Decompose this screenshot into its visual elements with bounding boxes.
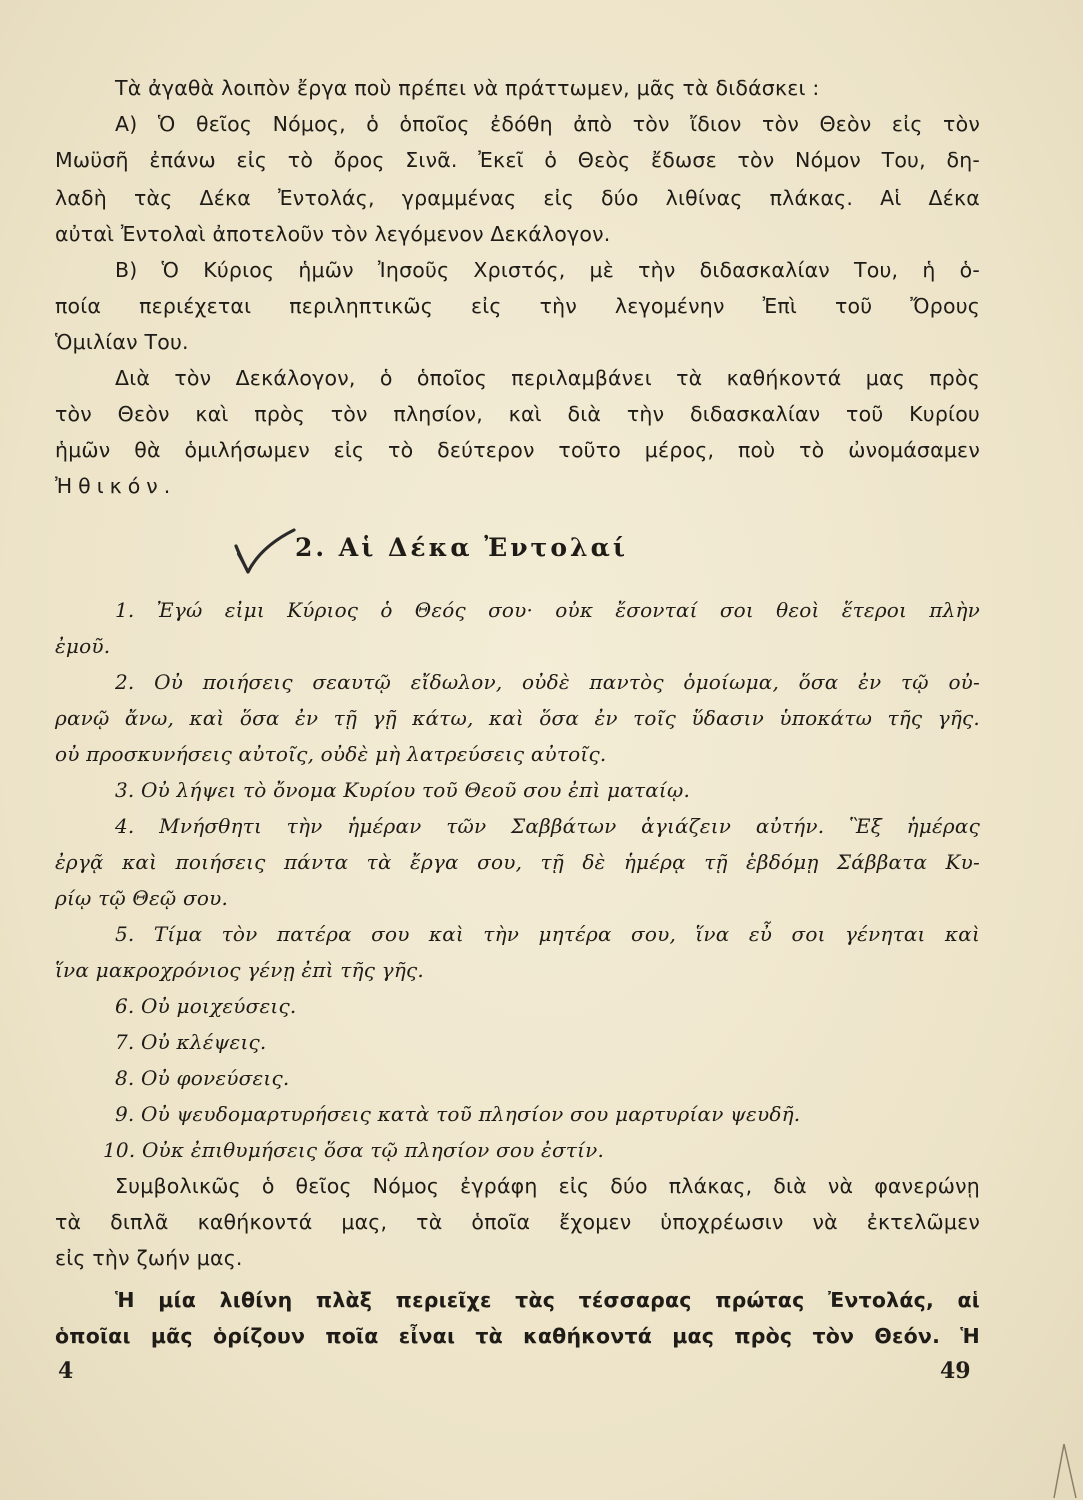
section-heading: 2. Αἱ Δέκα Ἐντολαί [295, 533, 628, 562]
text-line: αὐταὶ Ἐντολαὶ ἀποτελοῦν τὸν λεγόμενον Δεκάλογον. [55, 222, 611, 246]
text-line: Διὰ τὸν Δεκάλογον, ὁ ὁποῖος περιλαμβάνει τὰ καθήκοντά μας πρὸς [115, 366, 980, 390]
text-line: ποία περιέχεται περιληπτικῶς εἰς τὴν λεγομένην Ἐπὶ τοῦ Ὄρους [55, 294, 980, 318]
text-line: Τὰ ἀγαθὰ λοιπὸν ἔργα ποὺ πρέπει νὰ πράττωμεν, μᾶς τὰ διδάσκει : [115, 76, 820, 100]
page-corner-mark-icon [1050, 1440, 1080, 1500]
text-line: τὸν Θεὸν καὶ πρὸς τὸν πλησίον, καὶ διὰ τὴν διδασκαλίαν τοῦ Κυρίου [55, 402, 980, 426]
commandment-line: 1. Ἐγώ εἰμι Κύριος ὁ Θεός σου· οὐκ ἔσονταί σοι θεοὶ ἕτεροι πλὴν [115, 598, 980, 622]
commandment-line: 7. Οὐ κλέψεις. [115, 1030, 267, 1054]
commandment-line: ἐργᾷ καὶ ποιήσεις πάντα τὰ ἔργα σου, τῇ δὲ ἡμέρᾳ τῇ ἑβδόμῃ Σάββατα Κυ- [55, 850, 980, 874]
signature-number: 4 [58, 1358, 74, 1384]
commandment-line: 10. Οὐκ ἐπιθυμήσεις ὅσα τῷ πλησίον σου ἐστίν. [103, 1138, 605, 1162]
commandment-line: 8. Οὐ φονεύσεις. [115, 1066, 290, 1090]
commandment-line: 3. Οὐ λήψει τὸ ὄνομα Κυρίου τοῦ Θεοῦ σου ἐπὶ ματαίῳ. [115, 778, 691, 802]
commandment-line: 6. Οὐ μοιχεύσεις. [115, 994, 297, 1018]
text-line: λαδὴ τὰς Δέκα Ἐντολάς, γραμμένας εἰς δύο λιθίνας πλάκας. Αἱ Δέκα [55, 186, 980, 210]
text-line: Ὁμιλίαν Του. [55, 330, 189, 354]
text-line: ἡμῶν θὰ ὁμιλήσωμεν εἰς τὸ δεύτερον τοῦτο μέρος, ποὺ τὸ ὠνομάσαμεν [55, 438, 980, 462]
commandment-line: 4. Μνήσθητι τὴν ἡμέραν τῶν Σαββάτων ἁγιάζειν αὐτήν. Ἓξ ἡμέρας [115, 814, 980, 838]
text-line: εἰς τὴν ζωήν μας. [55, 1246, 243, 1270]
text-line: Ἡ μία λιθίνη πλὰξ περιεῖχε τὰς τέσσαρας πρώτας Ἐντολάς, αἱ [115, 1288, 980, 1312]
commandment-line: ρίῳ τῷ Θεῷ σου. [55, 886, 228, 910]
commandment-line: ρανῷ ἄνω, καὶ ὅσα ἐν τῇ γῇ κάτω, καὶ ὅσα ἐν τοῖς ὕδασιν ὑποκάτω τῆς γῆς. [55, 706, 980, 730]
commandment-line: ἵνα μακροχρόνιος γένῃ ἐπὶ τῆς γῆς. [55, 958, 424, 982]
checkmark-icon [228, 524, 298, 579]
text-line: ὁποῖαι μᾶς ὁρίζουν ποῖα εἶναι τὰ καθήκοντά μας πρὸς τὸν Θεόν. Ἡ [55, 1324, 980, 1348]
commandment-line: 9. Οὐ ψευδομαρτυρήσεις κατὰ τοῦ πλησίον σου μαρτυρίαν ψευδῆ. [115, 1102, 801, 1126]
text-line: Μωϋσῆ ἐπάνω εἰς τὸ ὄρος Σινᾶ. Ἐκεῖ ὁ Θεὸς ἔδωσε τὸν Νόμον Του, δη- [55, 148, 980, 172]
commandment-line: 2. Οὐ ποιήσεις σεαυτῷ εἴδωλον, οὐδὲ παντὸς ὁμοίωμα, ὅσα ἐν τῷ οὐ- [115, 670, 980, 694]
text-line: Συμβολικῶς ὁ θεῖος Νόμος ἐγράφη εἰς δύο πλάκας, διὰ νὰ φανερώνῃ [115, 1174, 980, 1198]
text-line: τὰ διπλᾶ καθήκοντά μας, τὰ ὁποῖα ἔχομεν ὑποχρέωσιν νὰ ἐκτελῶμεν [55, 1210, 980, 1234]
page-number: 49 [940, 1358, 971, 1384]
commandment-line: 5. Τίμα τὸν πατέρα σου καὶ τὴν μητέρα σου, ἵνα εὖ σοι γένηται καὶ [115, 922, 980, 946]
text-line: Ἠθικόν. [55, 474, 177, 498]
commandment-line: οὐ προσκυνήσεις αὐτοῖς, οὐδὲ μὴ λατρεύσεις αὐτοῖς. [55, 742, 607, 766]
text-line: Α) Ὁ θεῖος Νόμος, ὁ ὁποῖος ἐδόθη ἀπὸ τὸν ἴδιον τὸν Θεὸν εἰς τὸν [115, 112, 980, 136]
text-line: Β) Ὁ Κύριος ἡμῶν Ἰησοῦς Χριστός, μὲ τὴν διδασκαλίαν Του, ἡ ὁ- [115, 258, 980, 282]
commandment-line: ἐμοῦ. [55, 634, 111, 658]
